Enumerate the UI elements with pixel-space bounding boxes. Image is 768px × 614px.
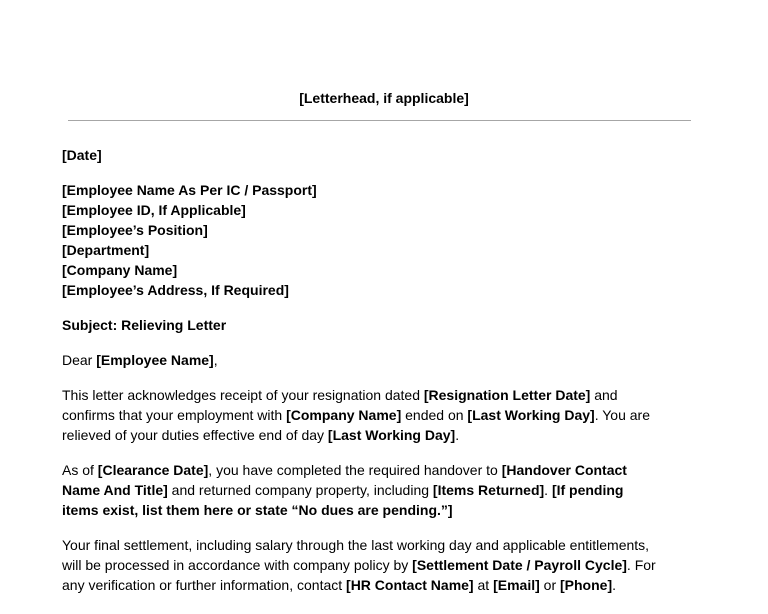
letterhead-divider (68, 120, 691, 121)
subject-line: Subject: Relieving Letter (62, 317, 227, 333)
recipient-department: [Department] (62, 242, 150, 258)
paragraph-resignation-acknowledgement: This letter acknowledges receipt of your resignation dated [Resignation Letter Date] and confirms that your employment with [Company Name] ended on [Last Working Day]. You are relieved of your duties effective end of day [Last Working Day]. (62, 387, 650, 443)
recipient-block (62, 180, 706, 300)
recipient-employee-name: [Employee Name As Per IC / Passport] (62, 182, 317, 198)
recipient-company-name: [Company Name] (62, 262, 178, 278)
recipient-position: [Employee’s Position] (62, 222, 208, 238)
paragraph-handover-clearance: As of [Clearance Date], you have completed the required handover to [Handover Contact Name And Title] and returned company property, including [Items Returned]. [If pending items exist, list them here or state “No dues are pending.”] (62, 462, 627, 518)
letterhead-placeholder: [Letterhead, if applicable] (299, 90, 469, 106)
recipient-address: [Employee’s Address, If Required] (62, 282, 289, 298)
salutation: Dear [Employee Name], (62, 352, 218, 368)
date-line: [Date] (62, 147, 102, 163)
recipient-employee-id: [Employee ID, If Applicable] (62, 202, 246, 218)
paragraph-final-settlement: Your final settlement, including salary through the last working day and applicable entitlements, will be processed in accordance with company policy by [Settlement Date / Payroll Cycle]. For any verification or further information, contact [HR Contact Name] at [Email] or [Phone]. (62, 537, 656, 593)
